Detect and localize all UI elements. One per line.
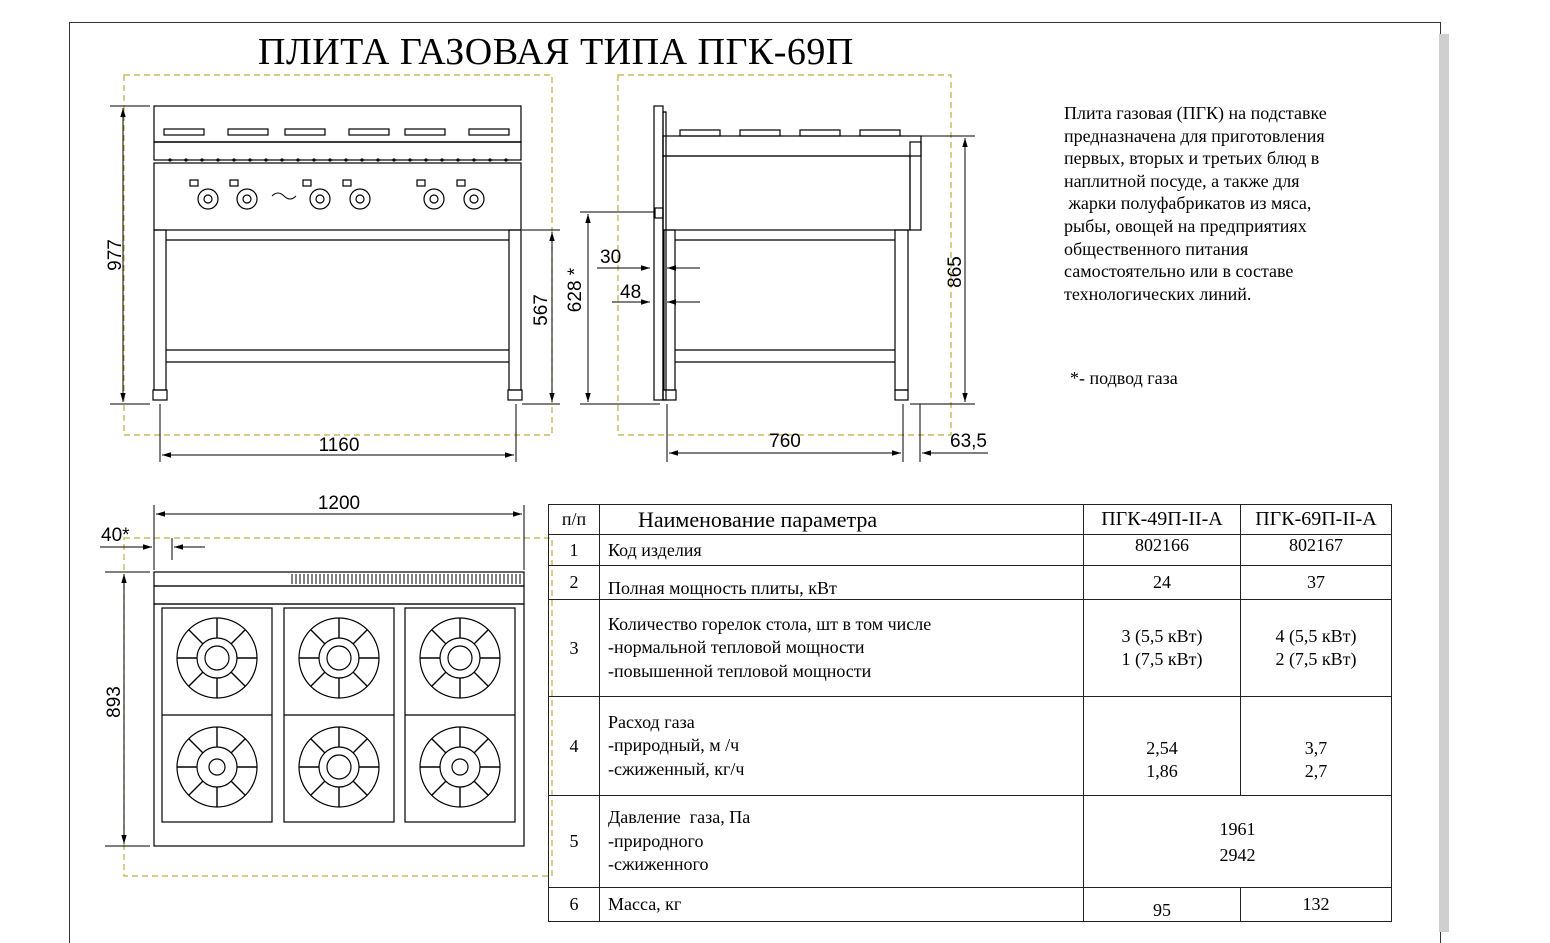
row-value-line: 1,86 <box>1146 761 1178 781</box>
row-value-line: 3 (5,5 кВт) <box>1121 625 1203 646</box>
row-parameter: Полная мощность плиты, кВт <box>600 566 1084 600</box>
row-value-line: 1 (7,5 кВт) <box>1121 649 1203 669</box>
row-value-line: 2942 <box>1219 844 1256 865</box>
description-line: предназначена для приготовления <box>1064 125 1325 146</box>
side-view-envelope <box>618 75 951 435</box>
side-cooktop <box>663 136 921 156</box>
row-parameter-line: -сжиженный, кг/ч <box>608 758 745 779</box>
burner-caps <box>164 129 509 135</box>
control-panel <box>154 163 521 230</box>
row-parameter <box>600 796 1084 888</box>
burners <box>177 618 500 807</box>
dim-front-width: 1160 <box>318 435 360 456</box>
description-line: Плита газовая (ПГК) на подставке <box>1064 103 1327 123</box>
brand-logo <box>272 193 296 199</box>
dim-side-depth: 760 <box>769 431 801 452</box>
row-value-a: 95 <box>1084 888 1241 922</box>
row-num: 6 <box>549 888 600 922</box>
row-num: 1 <box>549 535 600 566</box>
table-row <box>549 566 1392 600</box>
row-value-b <box>1241 600 1392 697</box>
header-model-b: ПГК-69П-II-А <box>1241 505 1392 535</box>
front-left-leg <box>154 230 166 390</box>
table-row <box>549 535 1392 566</box>
row-parameter-line: -повышенной тепловой мощности <box>608 660 872 681</box>
table-row <box>549 796 1392 888</box>
front-view <box>124 75 552 435</box>
side-body <box>663 156 910 230</box>
row-parameter: Код изделия <box>600 535 1084 566</box>
table-row <box>549 888 1392 922</box>
row-value-merged <box>1084 796 1392 888</box>
cooktop-plate <box>154 106 521 142</box>
table-row <box>549 600 1392 697</box>
dim-front-height: 977 <box>105 239 126 271</box>
row-parameter-line: Расход газа <box>608 711 695 732</box>
back-panel <box>654 106 663 400</box>
row-value-line: 1961 <box>1219 818 1256 839</box>
dim-side-leg-offset: 63,5 <box>950 431 987 452</box>
top-view-envelope <box>124 538 552 876</box>
row-num: 5 <box>549 796 600 888</box>
row-value-line: 2 (7,5 кВт) <box>1275 649 1357 669</box>
row-num: 2 <box>549 566 600 600</box>
row-value-line: 2,54 <box>1146 737 1178 758</box>
dim-top-width: 1200 <box>317 493 361 514</box>
header-model-a: ПГК-49П-II-А <box>1084 505 1241 535</box>
front-dimensions <box>110 106 560 462</box>
table-header-row <box>549 505 1392 535</box>
description-line: общественного питания <box>1064 238 1249 259</box>
row-parameter-line: -нормальной тепловой мощности <box>608 637 865 658</box>
dim-top-depth: 893 <box>104 686 125 718</box>
row-value-a: 24 <box>1084 566 1241 600</box>
row-value-a <box>1084 600 1241 697</box>
dim-front-leg-height: 567 <box>531 294 552 326</box>
row-parameter <box>600 600 1084 697</box>
description-line: наплитной посуде, а также для <box>1064 170 1300 191</box>
row-value-b: 37 <box>1241 566 1392 600</box>
row-value-a: 802166 <box>1084 535 1241 566</box>
dim-gas-inlet-height: 628 * <box>565 267 586 313</box>
description-line: самостоятельно или в составе <box>1064 261 1294 282</box>
gas-inlet <box>655 208 663 218</box>
row-parameter-line: Давление газа, Па <box>608 807 751 828</box>
row-value-b <box>1241 697 1392 796</box>
row-num: 4 <box>549 697 600 796</box>
row-value-line: 4 (5,5 кВт) <box>1275 625 1357 646</box>
page-title: ПЛИТА ГАЗОВАЯ ТИПА ПГК-69П <box>258 31 854 73</box>
side-rear-leg <box>895 230 908 390</box>
row-parameter-line: -природного <box>608 830 704 851</box>
row-parameter-line: Количество горелок стола, шт в том числе <box>608 613 932 634</box>
description-line: технологических линий. <box>1064 283 1252 304</box>
top-view <box>124 538 552 876</box>
back-vent-slots <box>292 574 520 584</box>
header-num: п/п <box>549 505 600 535</box>
dim-inlet-offset-30: 30 <box>600 247 622 268</box>
table-row <box>549 697 1392 796</box>
control-knobs <box>190 180 484 209</box>
parameters-table <box>548 504 1392 922</box>
row-parameter-line: -сжиженного <box>608 854 709 875</box>
gas-inlet-note: *- подвод газа <box>1070 368 1178 388</box>
description-line: рыбы, овощей на предприятиях <box>1064 215 1307 236</box>
header-parameter-name: Наименование параметра <box>600 505 1084 535</box>
dim-top-inlet-offset: 40* <box>101 525 130 546</box>
description-line: первых, вторых и третьих блюд в <box>1064 148 1320 169</box>
front-right-leg <box>509 230 521 390</box>
row-value-line: 3,7 <box>1304 737 1328 758</box>
row-value-b: 802167 <box>1241 535 1392 566</box>
side-dimensions <box>580 136 988 462</box>
row-num: 3 <box>549 600 600 697</box>
row-value-a <box>1084 697 1241 796</box>
row-parameter <box>600 697 1084 796</box>
row-value-b: 132 <box>1241 888 1392 922</box>
dim-side-height: 865 <box>945 256 966 288</box>
side-view <box>618 75 951 435</box>
row-value-line: 2,7 <box>1304 761 1328 781</box>
dim-inlet-offset-48: 48 <box>620 282 642 303</box>
row-parameter: Масса, кг <box>600 888 1084 922</box>
side-burner-caps <box>680 130 900 136</box>
row-parameter-line: -природный, м /ч <box>608 735 740 756</box>
description-line: жарки полуфабрикатов из мяса, <box>1064 193 1312 214</box>
